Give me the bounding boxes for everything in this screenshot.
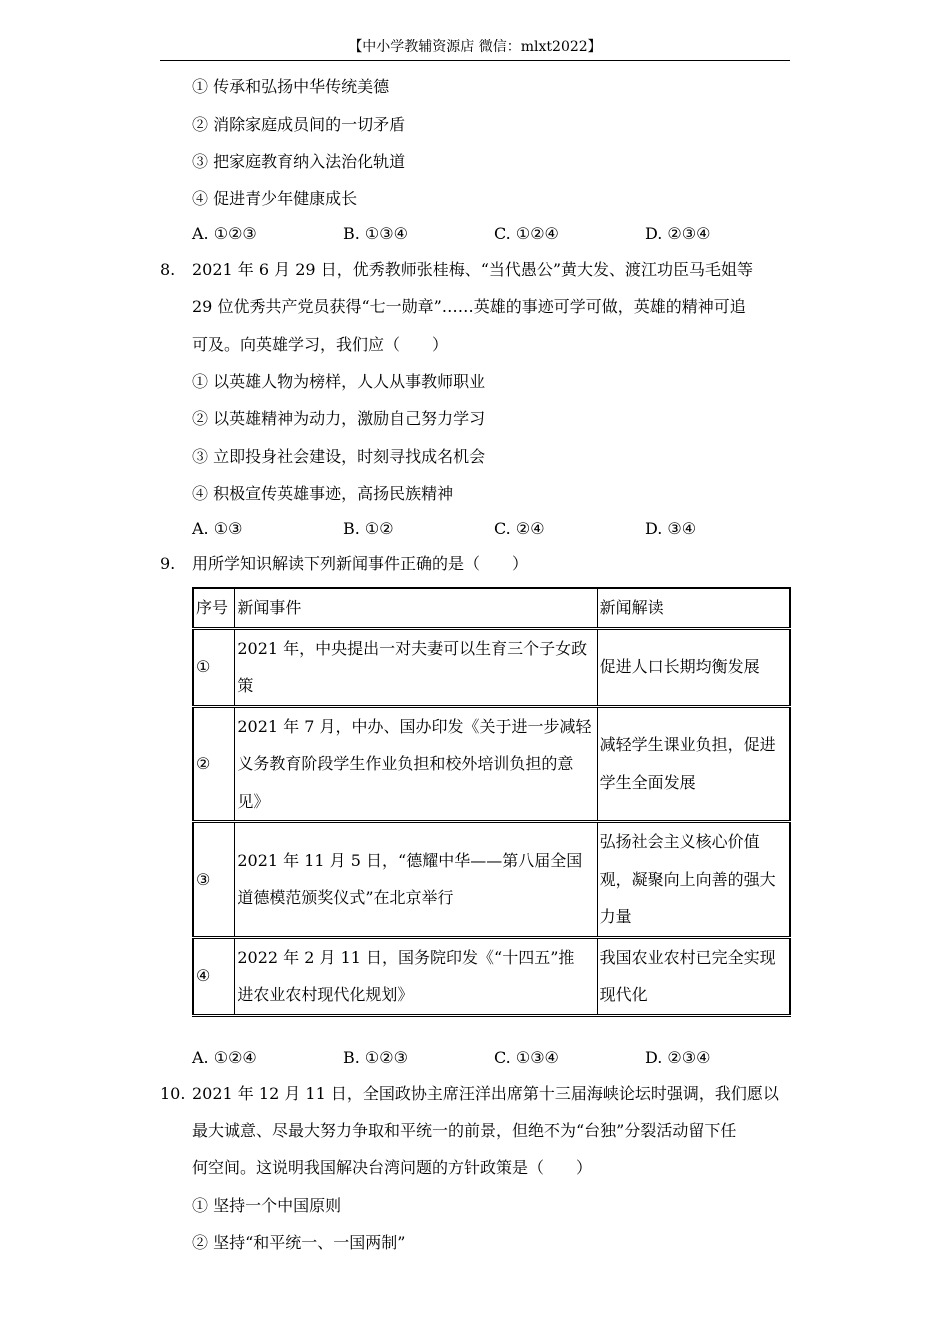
q9-option-c: C. ①③④: [494, 1048, 559, 1067]
q8-item-1: ① 以英雄人物为榜样，人人从事教师职业: [192, 372, 486, 391]
event-line: 2021 年 11 月 5 日，“德耀中华——第八届全国: [237, 850, 583, 870]
header-cell-no: 序号: [193, 588, 235, 628]
q7-option-d: D. ②③④: [645, 224, 711, 243]
q7-item-1: ① 传承和弘扬中华传统美德: [192, 77, 390, 96]
table-row: [193, 937, 790, 1015]
row-reading: [597, 628, 790, 706]
header-divider: [160, 60, 790, 61]
row-reading: [597, 706, 790, 822]
q8-option-d: D. ③④: [645, 519, 697, 538]
reading-line: 观，凝聚向上向善的强大: [599, 869, 776, 889]
q8-option-a: A. ①③: [192, 519, 243, 538]
reading-line: 学生全面发展: [599, 772, 696, 792]
page-header: 【中小学教辅资源店 微信：mlxt2022】: [348, 39, 602, 55]
q7-option-a: A. ①②③: [192, 224, 257, 243]
row-no: ①: [193, 628, 235, 706]
q8-item-4: ④ 积极宣传英雄事迹，高扬民族精神: [192, 484, 454, 503]
news-table: [192, 587, 791, 1017]
q7-option-c: C. ①②④: [494, 224, 559, 243]
row-event: [235, 937, 597, 1015]
q8-option-b: B. ①②: [343, 519, 394, 538]
row-reading: [597, 937, 790, 1015]
reading-line: 弘扬社会主义核心价值: [599, 832, 760, 851]
q8-stem-line-1: 2021 年 6 月 29 日，优秀教师张桂梅、“当代愚公”黄大发、渡江功臣马毛姐等: [192, 260, 754, 279]
q8-item-3: ③ 立即投身社会建设，时刻寻找成名机会: [192, 447, 486, 466]
event-line: 2021 年 7 月，中办、国办印发《关于进一步减轻: [237, 716, 592, 736]
table-header-row: [193, 588, 790, 628]
event-line: 2021 年，中央提出一对夫妻可以生育三个子女政: [237, 638, 588, 658]
q10-stem-line-2: 最大诚意、尽最大努力争取和平统一的前景，但绝不为“台独”分裂活动留下任: [192, 1121, 737, 1140]
row-no: ②: [193, 706, 235, 822]
event-line: 2022 年 2 月 11 日，国务院印发《“十四五”推: [237, 947, 575, 967]
q8-option-c: C. ②④: [494, 519, 545, 538]
event-line: 道德模范颁奖仪式”在北京举行: [237, 888, 454, 908]
q8-item-2: ② 以英雄精神为动力，激励自己努力学习: [192, 409, 486, 428]
header-cell-reading: 新闻解读: [597, 588, 790, 628]
q9-option-a: A. ①②④: [192, 1048, 257, 1067]
reading-line: 力量: [599, 907, 632, 926]
event-line: 见》: [237, 791, 270, 811]
reading-line: 促进人口长期均衡发展: [599, 657, 760, 677]
q9-option-b: B. ①②③: [343, 1048, 408, 1067]
row-event: [235, 628, 597, 706]
event-line: 进农业农村现代化规划》: [237, 985, 414, 1004]
q8-number: 8.: [160, 260, 176, 279]
q10-stem-line-3: 何空间。这说明我国解决台湾问题的方针政策是（ ）: [192, 1158, 593, 1177]
q9-option-d: D. ②③④: [645, 1048, 711, 1067]
table-row: [193, 822, 790, 938]
q10-item-1: ① 坚持一个中国原则: [192, 1196, 342, 1215]
q8-stem-line-2: 29 位优秀共产党员获得“七一勋章”……英雄的事迹可学可做，英雄的精神可追: [192, 297, 746, 316]
q8-stem-line-3: 可及。向英雄学习，我们应（ ）: [192, 335, 449, 354]
row-reading: [597, 822, 790, 938]
row-event: [235, 706, 597, 822]
q7-item-3: ③ 把家庭教育纳入法治化轨道: [192, 152, 406, 171]
q7-item-2: ② 消除家庭成员间的一切矛盾: [192, 115, 406, 134]
reading-line: 减轻学生课业负担，促进: [599, 735, 776, 755]
reading-line: 我国农业农村已完全实现: [599, 947, 776, 967]
row-event: [235, 822, 597, 938]
q10-item-2: ② 坚持“和平统一、一国两制”: [192, 1233, 406, 1252]
q10-number: 10.: [160, 1084, 186, 1103]
header-cell-event: 新闻事件: [235, 588, 597, 628]
event-line: 策: [237, 676, 254, 695]
q9-stem: 用所学知识解读下列新闻事件正确的是（ ）: [192, 554, 529, 573]
event-line: 义务教育阶段学生作业负担和校外培训负担的意: [237, 754, 574, 773]
q9-number: 9.: [160, 554, 176, 573]
row-no: ④: [193, 937, 235, 1015]
q7-item-4: ④ 促进青少年健康成长: [192, 189, 358, 208]
table-row: [193, 628, 790, 706]
table-row: [193, 706, 790, 822]
q10-stem-line-1: 2021 年 12 月 11 日，全国政协主席汪洋出席第十三届海峡论坛时强调，我们愿以: [192, 1084, 779, 1103]
reading-line: 现代化: [599, 985, 648, 1004]
q7-option-b: B. ①③④: [343, 224, 408, 243]
row-no: ③: [193, 822, 235, 938]
